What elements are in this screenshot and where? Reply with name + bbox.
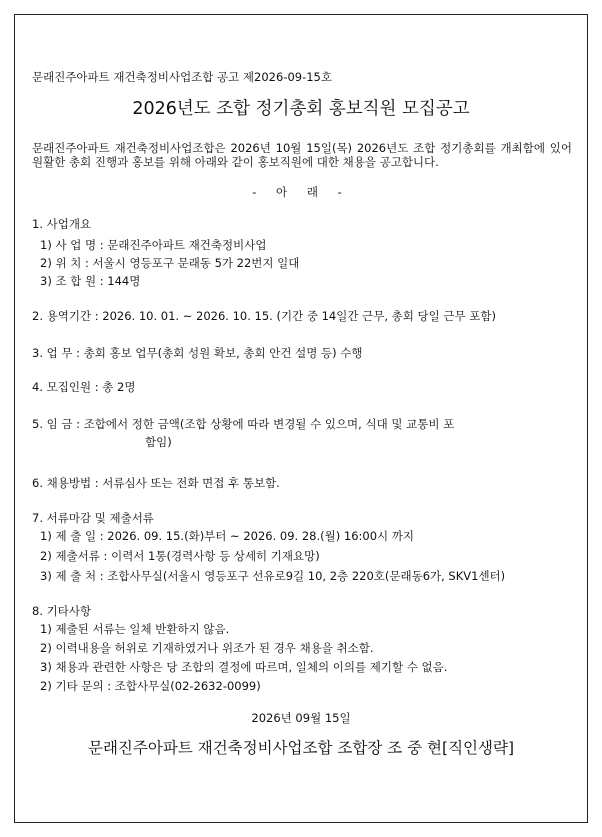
document-title: 2026년도 조합 정기총회 홍보직원 모집공고 — [132, 99, 470, 119]
annae-divider: - 아 래 - — [252, 185, 350, 199]
section-8-item: 1) 제출된 서류는 일체 반환하지 않음. — [40, 622, 230, 636]
section-8-heading: 8. 기타사항 — [32, 604, 92, 618]
section-8-item: 2) 이력내용을 허위로 기재하였거나 위조가 된 경우 채용을 취소함. — [40, 641, 374, 655]
section-1-heading: 1. 사업개요 — [32, 217, 92, 231]
section-5-wage: 5. 임 금 : 조합에서 정한 금액(조합 상황에 따라 변경될 수 있으며, 식대 및 교통비 포 — [32, 417, 455, 431]
sign-date: 2026년 09월 15일 — [251, 711, 351, 725]
section-1-item: 1) 사 업 명 : 문래진주아파트 재건축정비사업 — [40, 238, 267, 252]
section-7-item: 1) 제 출 일 : 2026. 09. 15.(화)부터 ~ 2026. 09. 28.(월) 16:00시 까지 — [40, 529, 415, 543]
section-7-heading: 7. 서류마감 및 제출서류 — [32, 511, 154, 525]
section-4-headcount: 4. 모집인원 : 총 2명 — [32, 380, 136, 394]
section-8-item: 2) 기타 문의 : 조합사무실(02-2632-0099) — [40, 679, 261, 693]
notice-number: 문래진주아파트 재건축정비사업조합 공고 제2026-09-15호 — [32, 70, 332, 84]
section-7-item: 2) 제출서류 : 이력서 1통(경력사항 등 상세히 기재요망) — [40, 549, 320, 563]
section-7-item: 3) 제 출 처 : 조합사무실(서울시 영등포구 선유로9길 10, 2층 220호(문래동6가, SKV1센터) — [40, 569, 506, 583]
section-3-duties: 3. 업 무 : 총회 홍보 업무(총회 성원 확보, 총회 안건 설명 등) 수행 — [32, 346, 363, 360]
section-8-item: 3) 채용과 관련한 사항은 당 조합의 결정에 따르며, 일체의 이의를 제기할 수 없음. — [40, 660, 448, 674]
signer-line: 문래진주아파트 재건축정비사업조합 조합장 조 중 현[직인생략] — [87, 739, 515, 757]
section-2-period: 2. 용역기간 : 2026. 10. 01. ~ 2026. 10. 15. (기간 중 14일간 근무, 총회 당일 근무 포함) — [32, 309, 496, 323]
section-5-wage-continued: 함임) — [145, 435, 172, 449]
section-1-item: 2) 위 치 : 서울시 영등포구 문래동 5가 22번지 일대 — [40, 256, 300, 270]
section-1-item: 3) 조 합 원 : 144명 — [40, 274, 141, 288]
intro-paragraph: 문래진주아파트 재건축정비사업조합은 2026년 10월 15일(목) 2026년도 조합 정기총회를 개최함에 있어 원활한 총회 진행과 홍보를 위해 아래와 같이 홍보직원에 대한 채용을 공고합니다. — [32, 141, 572, 169]
section-6-method: 6. 채용방법 : 서류심사 또는 전화 면접 후 통보함. — [32, 476, 280, 490]
